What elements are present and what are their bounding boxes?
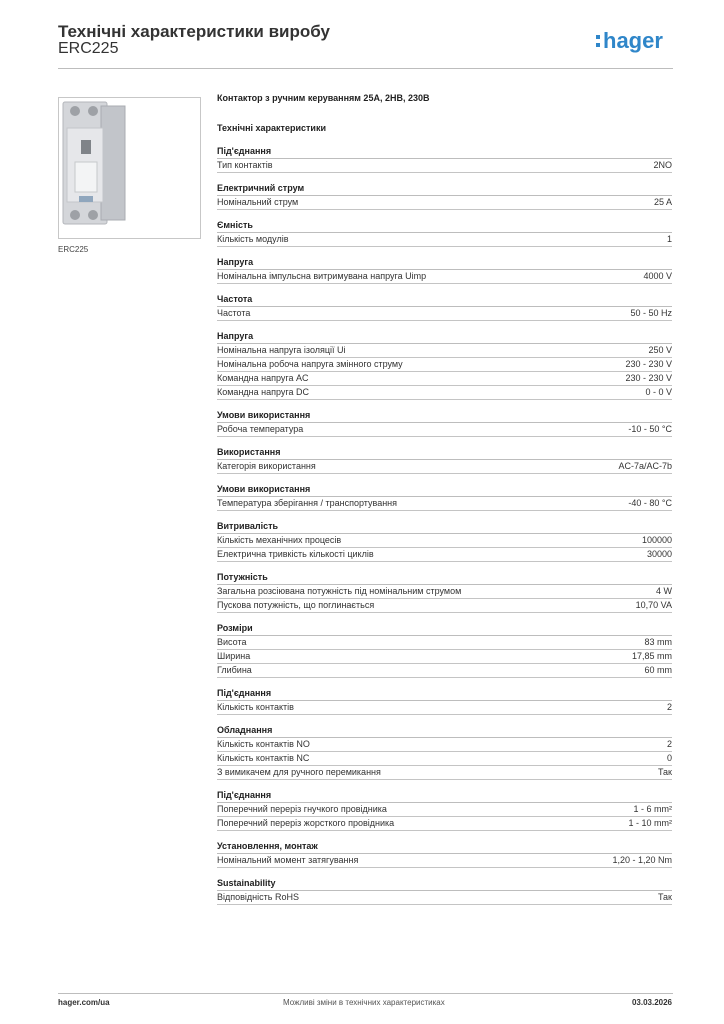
spec-value: -10 - 50 °C — [628, 424, 672, 434]
spec-group — [217, 570, 672, 613]
spec-label: З вимикачем для ручного перемикання — [217, 767, 381, 777]
spec-value: 1 - 10 mm² — [628, 818, 672, 828]
spec-label: Глибина — [217, 665, 252, 675]
spec-value: 30000 — [646, 549, 672, 559]
spec-value: 4 W — [655, 586, 672, 596]
spec-label: Категорія використання — [217, 461, 316, 471]
header-divider — [58, 68, 673, 69]
spec-value: Так — [657, 892, 672, 902]
logo-text: hager — [603, 28, 663, 53]
spec-label: Номінальна імпульсна витримувана напруга Uimp — [217, 271, 427, 281]
spec-row — [217, 423, 672, 437]
spec-value: Так — [657, 767, 672, 777]
spec-row — [217, 738, 672, 752]
product-image — [58, 97, 201, 239]
spec-group — [217, 255, 672, 284]
spec-label: Кількість контактів — [217, 702, 294, 712]
spec-group-title: Електричний струм — [217, 181, 672, 196]
spec-group-title: Обладнання — [217, 723, 672, 738]
spec-value: AC-7a/AC-7b — [618, 461, 672, 471]
spec-value: 0 — [666, 753, 672, 763]
footer-divider — [58, 993, 673, 994]
spec-group-title: Напруга — [217, 329, 672, 344]
hager-logo — [595, 26, 675, 56]
spec-value: 250 V — [648, 345, 672, 355]
spec-label: Робоча температура — [217, 424, 304, 434]
spec-row — [217, 372, 672, 386]
spec-row — [217, 817, 672, 831]
spec-group-title: Частота — [217, 292, 672, 307]
spec-label: Пускова потужність, що поглинається — [217, 600, 375, 610]
spec-row — [217, 585, 672, 599]
spec-group-title: Використання — [217, 445, 672, 460]
spec-row — [217, 854, 672, 868]
spec-group — [217, 723, 672, 780]
spec-value: -40 - 80 °C — [628, 498, 672, 508]
spec-group-title: Ємність — [217, 218, 672, 233]
spec-row — [217, 159, 672, 173]
specs-content — [217, 90, 672, 905]
spec-value: 4000 V — [643, 271, 672, 281]
spec-label: Ширина — [217, 651, 251, 661]
spec-value: 2 — [666, 702, 672, 712]
spec-row — [217, 664, 672, 678]
spec-label: Кількість механічних процесів — [217, 535, 342, 545]
spec-row — [217, 386, 672, 400]
spec-label: Кількість контактів NC — [217, 753, 310, 763]
spec-value: 230 - 230 V — [625, 359, 672, 369]
spec-label: Поперечний переріз гнучкого провідника — [217, 804, 387, 814]
spec-group-title: Установлення, монтаж — [217, 839, 672, 854]
spec-value: 2NO — [653, 160, 672, 170]
spec-group — [217, 144, 672, 173]
spec-value: 0 - 0 V — [645, 387, 672, 397]
spec-row — [217, 650, 672, 664]
spec-value: 1 - 6 mm² — [633, 804, 672, 814]
spec-label: Номінальна робоча напруга змінного струму — [217, 359, 403, 369]
spec-value: 17,85 mm — [631, 651, 672, 661]
spec-row — [217, 196, 672, 210]
spec-value: 1 — [666, 234, 672, 244]
spec-label: Температура зберігання / транспортування — [217, 498, 398, 508]
spec-group-title: Розміри — [217, 621, 672, 636]
spec-value: 83 mm — [644, 637, 672, 647]
spec-value: 60 mm — [644, 665, 672, 675]
spec-group — [217, 482, 672, 511]
spec-group — [217, 445, 672, 474]
image-caption: ERC225 — [58, 245, 89, 254]
spec-row — [217, 460, 672, 474]
spec-group — [217, 839, 672, 868]
spec-group-title: Напруга — [217, 255, 672, 270]
spec-group — [217, 181, 672, 210]
spec-row — [217, 548, 672, 562]
spec-value: 2 — [666, 739, 672, 749]
spec-group — [217, 408, 672, 437]
spec-value: 230 - 230 V — [625, 373, 672, 383]
product-title: Контактор з ручним керуванням 25А, 2НВ, 230В — [217, 93, 430, 103]
spec-label: Командна напруга AC — [217, 373, 309, 383]
spec-label: Висота — [217, 637, 247, 647]
spec-row — [217, 752, 672, 766]
spec-group-title: Умови використання — [217, 482, 672, 497]
spec-value: 10,70 VA — [635, 600, 672, 610]
spec-label: Командна напруга DC — [217, 387, 309, 397]
spec-group — [217, 686, 672, 715]
spec-row — [217, 599, 672, 613]
spec-row — [217, 534, 672, 548]
spec-group — [217, 292, 672, 321]
spec-row — [217, 497, 672, 511]
footer-notice: Можливі зміни в технічних характеристиках — [283, 998, 445, 1007]
spec-row — [217, 344, 672, 358]
spec-group-title: Умови використання — [217, 408, 672, 423]
spec-group — [217, 519, 672, 562]
spec-label: Кількість контактів NO — [217, 739, 310, 749]
spec-group-title: Sustainability — [217, 876, 672, 891]
spec-group-title: Під'єднання — [217, 686, 672, 701]
spec-label: Номінальний струм — [217, 197, 299, 207]
spec-label: Номінальний момент затягування — [217, 855, 359, 865]
spec-group-title: Під'єднання — [217, 788, 672, 803]
product-code: ERC225 — [58, 40, 119, 57]
spec-label: Поперечний переріз жорсткого провідника — [217, 818, 395, 828]
spec-group-title: Витривалість — [217, 519, 672, 534]
spec-group — [217, 329, 672, 400]
spec-value: 1,20 - 1,20 Nm — [612, 855, 672, 865]
page-title: Технічні характеристики виробу — [58, 22, 330, 41]
spec-label: Номінальна напруга ізоляції Ui — [217, 345, 346, 355]
footer-date: 03.03.2026 — [631, 998, 672, 1007]
footer-website: hager.com/ua — [58, 998, 110, 1007]
spec-row — [217, 766, 672, 780]
spec-group — [217, 788, 672, 831]
spec-group — [217, 218, 672, 247]
spec-row — [217, 307, 672, 321]
spec-value: 100000 — [641, 535, 672, 545]
spec-groups — [217, 144, 672, 905]
spec-row — [217, 636, 672, 650]
spec-label: Кількість модулів — [217, 234, 289, 244]
spec-label: Загальна розсіювана потужність під номінальним струмом — [217, 586, 462, 596]
spec-label: Електрична тривкість кількості циклів — [217, 549, 374, 559]
spec-row — [217, 233, 672, 247]
spec-group — [217, 621, 672, 678]
spec-group-title: Потужність — [217, 570, 672, 585]
spec-row — [217, 891, 672, 905]
spec-row — [217, 270, 672, 284]
section-title: Технічні характеристики — [217, 123, 326, 133]
spec-value: 25 A — [653, 197, 672, 207]
spec-row — [217, 803, 672, 817]
spec-label: Відповідність RoHS — [217, 892, 299, 902]
spec-row — [217, 701, 672, 715]
spec-group — [217, 876, 672, 905]
spec-group-title: Під'єднання — [217, 144, 672, 159]
spec-label: Тип контактів — [217, 160, 273, 170]
spec-value: 50 - 50 Hz — [630, 308, 672, 318]
spec-label: Частота — [217, 308, 251, 318]
spec-row — [217, 358, 672, 372]
